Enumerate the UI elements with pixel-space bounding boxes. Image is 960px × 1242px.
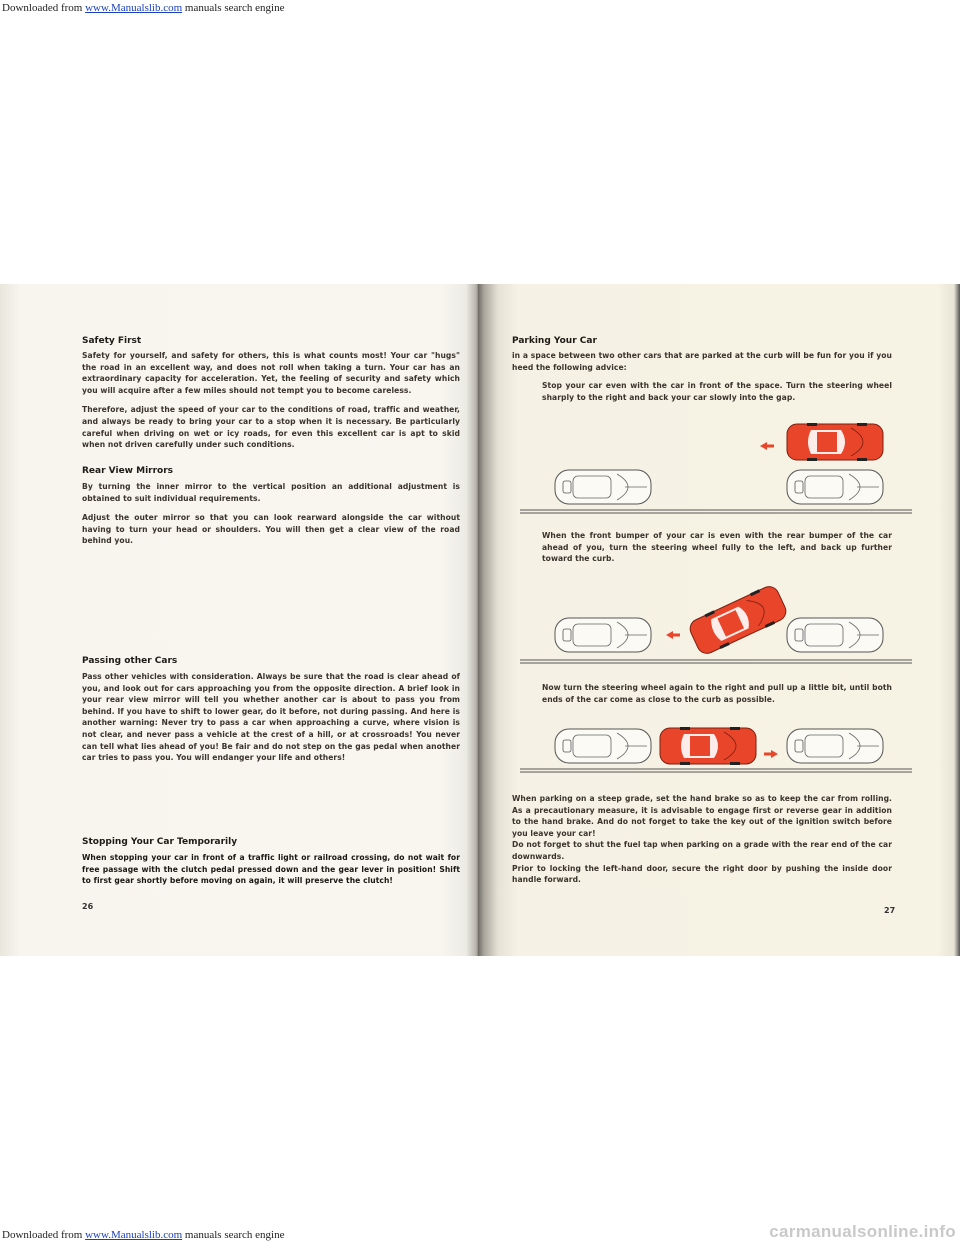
- parked-car-rear: [555, 470, 651, 504]
- paragraph: Do not forget to shut the fuel tap when parking on a grade with the rear end of the car downwards.: [512, 840, 892, 861]
- heading-safety-first: Safety First: [82, 336, 142, 346]
- banner-prefix: Downloaded from: [2, 2, 86, 14]
- watermark: carmanualsonline.info: [769, 1222, 956, 1241]
- arrow-left-icon: [760, 442, 774, 450]
- heading-stopping-temporarily: Stopping Your Car Temporarily: [82, 837, 238, 847]
- curb-line: [520, 660, 912, 663]
- parking-step-1: Stop your car even with the car in front of the space. Turn the steering wheel sharply to the right and back your car slowly into the gap.: [542, 381, 892, 402]
- paragraph: Safety for yourself, and safety for others, this is what counts most! Your car "hugs" the road in an excellent way, and does not roll when taking a turn. Your car has an extraordinary capacity for acceleration. Yet, the feeling of security and safety which you will acquire after a few miles should not tempt you to become careless.: [82, 351, 460, 395]
- paragraph: When parking on a steep grade, set the hand brake so as to keep the car from rolling. As a precautionary measure, it is advisable to engage first or reverse gear in addition to the hand brake. And do not forget to take the key out of the ignition switch before you leave your car!: [512, 794, 892, 838]
- arrow-right-icon: [764, 750, 778, 758]
- paragraph: Adjust the outer mirror so that you can look rearward alongside the car without having to turn your head or shoulders. You will then get a clear view of the road behind you.: [82, 513, 460, 546]
- parking-intro: in a space between two other cars that are parked at the curb will be fun for you if you heed the following advice:: [512, 351, 892, 372]
- page-number-right: 27: [884, 906, 896, 915]
- red-car: [787, 423, 883, 461]
- parking-step-2: When the front bumper of your car is even with the rear bumper of the car ahead of you, turn the steering wheel fully to the left, and back up further toward the curb.: [542, 531, 892, 564]
- curb-line: [520, 769, 912, 772]
- scanned-spread: [0, 284, 960, 956]
- manualslib-link[interactable]: www.Manualslib.com: [85, 2, 183, 14]
- parked-car-rear: [555, 618, 651, 652]
- parking-diagrams: [0, 284, 960, 956]
- red-car: [660, 727, 756, 765]
- parked-car-rear: [555, 729, 651, 763]
- parked-car-front: [787, 729, 883, 763]
- red-car: [686, 582, 789, 657]
- paragraph: When stopping your car in front of a traffic light or railroad crossing, do not wait for free passage with the clutch pedal pressed down and the gear lever in position! Shift to first gear shortly before moving on again, it will preserve the clutch!: [82, 853, 460, 886]
- download-banner-top: [2, 2, 284, 14]
- banner-suffix: manuals search engine: [182, 1229, 285, 1241]
- curb-line: [520, 510, 912, 513]
- arrow-left-icon: [666, 631, 680, 639]
- banner-suffix: manuals search engine: [182, 2, 285, 14]
- banner-prefix: Downloaded from: [2, 1229, 86, 1241]
- heading-parking-your-car: Parking Your Car: [512, 336, 597, 346]
- manualslib-link[interactable]: www.Manualslib.com: [85, 1229, 183, 1241]
- paragraph: Pass other vehicles with consideration. Always be sure that the road is clear ahead of you, and look out for cars approaching you from the opposite direction. A brief look in your rear view mirror will tell you whether another car is about to pass you from behind. If you have to shift to lower gear, do it before, not during passing. And here is another warning: Never try to pass a car when approaching a curve, where vision is not clear, and never pass a vehicle at the crest of a hill, or at crossroads! You never can tell what lies ahead of you! Be fair and do not step on the gas pedal when another car tries to pass you. You will endanger your life and others!: [82, 672, 460, 763]
- parking-step-3: Now turn the steering wheel again to the right and pull up a little bit, until both ends of the car come as close to the curb as possible.: [542, 683, 892, 704]
- parked-car-front: [787, 618, 883, 652]
- paragraph: By turning the inner mirror to the vertical position an additional adjustment is obtained to suit individual requirements.: [82, 482, 460, 503]
- page-number-left: 26: [82, 902, 94, 911]
- paragraph: Therefore, adjust the speed of your car to the conditions of road, traffic and weather, and always be ready to bring your car to a stop when it is necessary. Be particularly careful when driving on wet or icy roads, for even this excellent car is apt to skid when not driven carefully under such conditions.: [82, 405, 460, 450]
- heading-rear-view-mirrors: Rear View Mirrors: [82, 466, 174, 476]
- heading-passing-other-cars: Passing other Cars: [82, 656, 178, 666]
- download-banner-bottom: [2, 1229, 284, 1241]
- parked-car-front: [787, 470, 883, 504]
- paragraph: Prior to locking the left-hand door, secure the right door by pushing the inside door handle forward.: [512, 863, 892, 885]
